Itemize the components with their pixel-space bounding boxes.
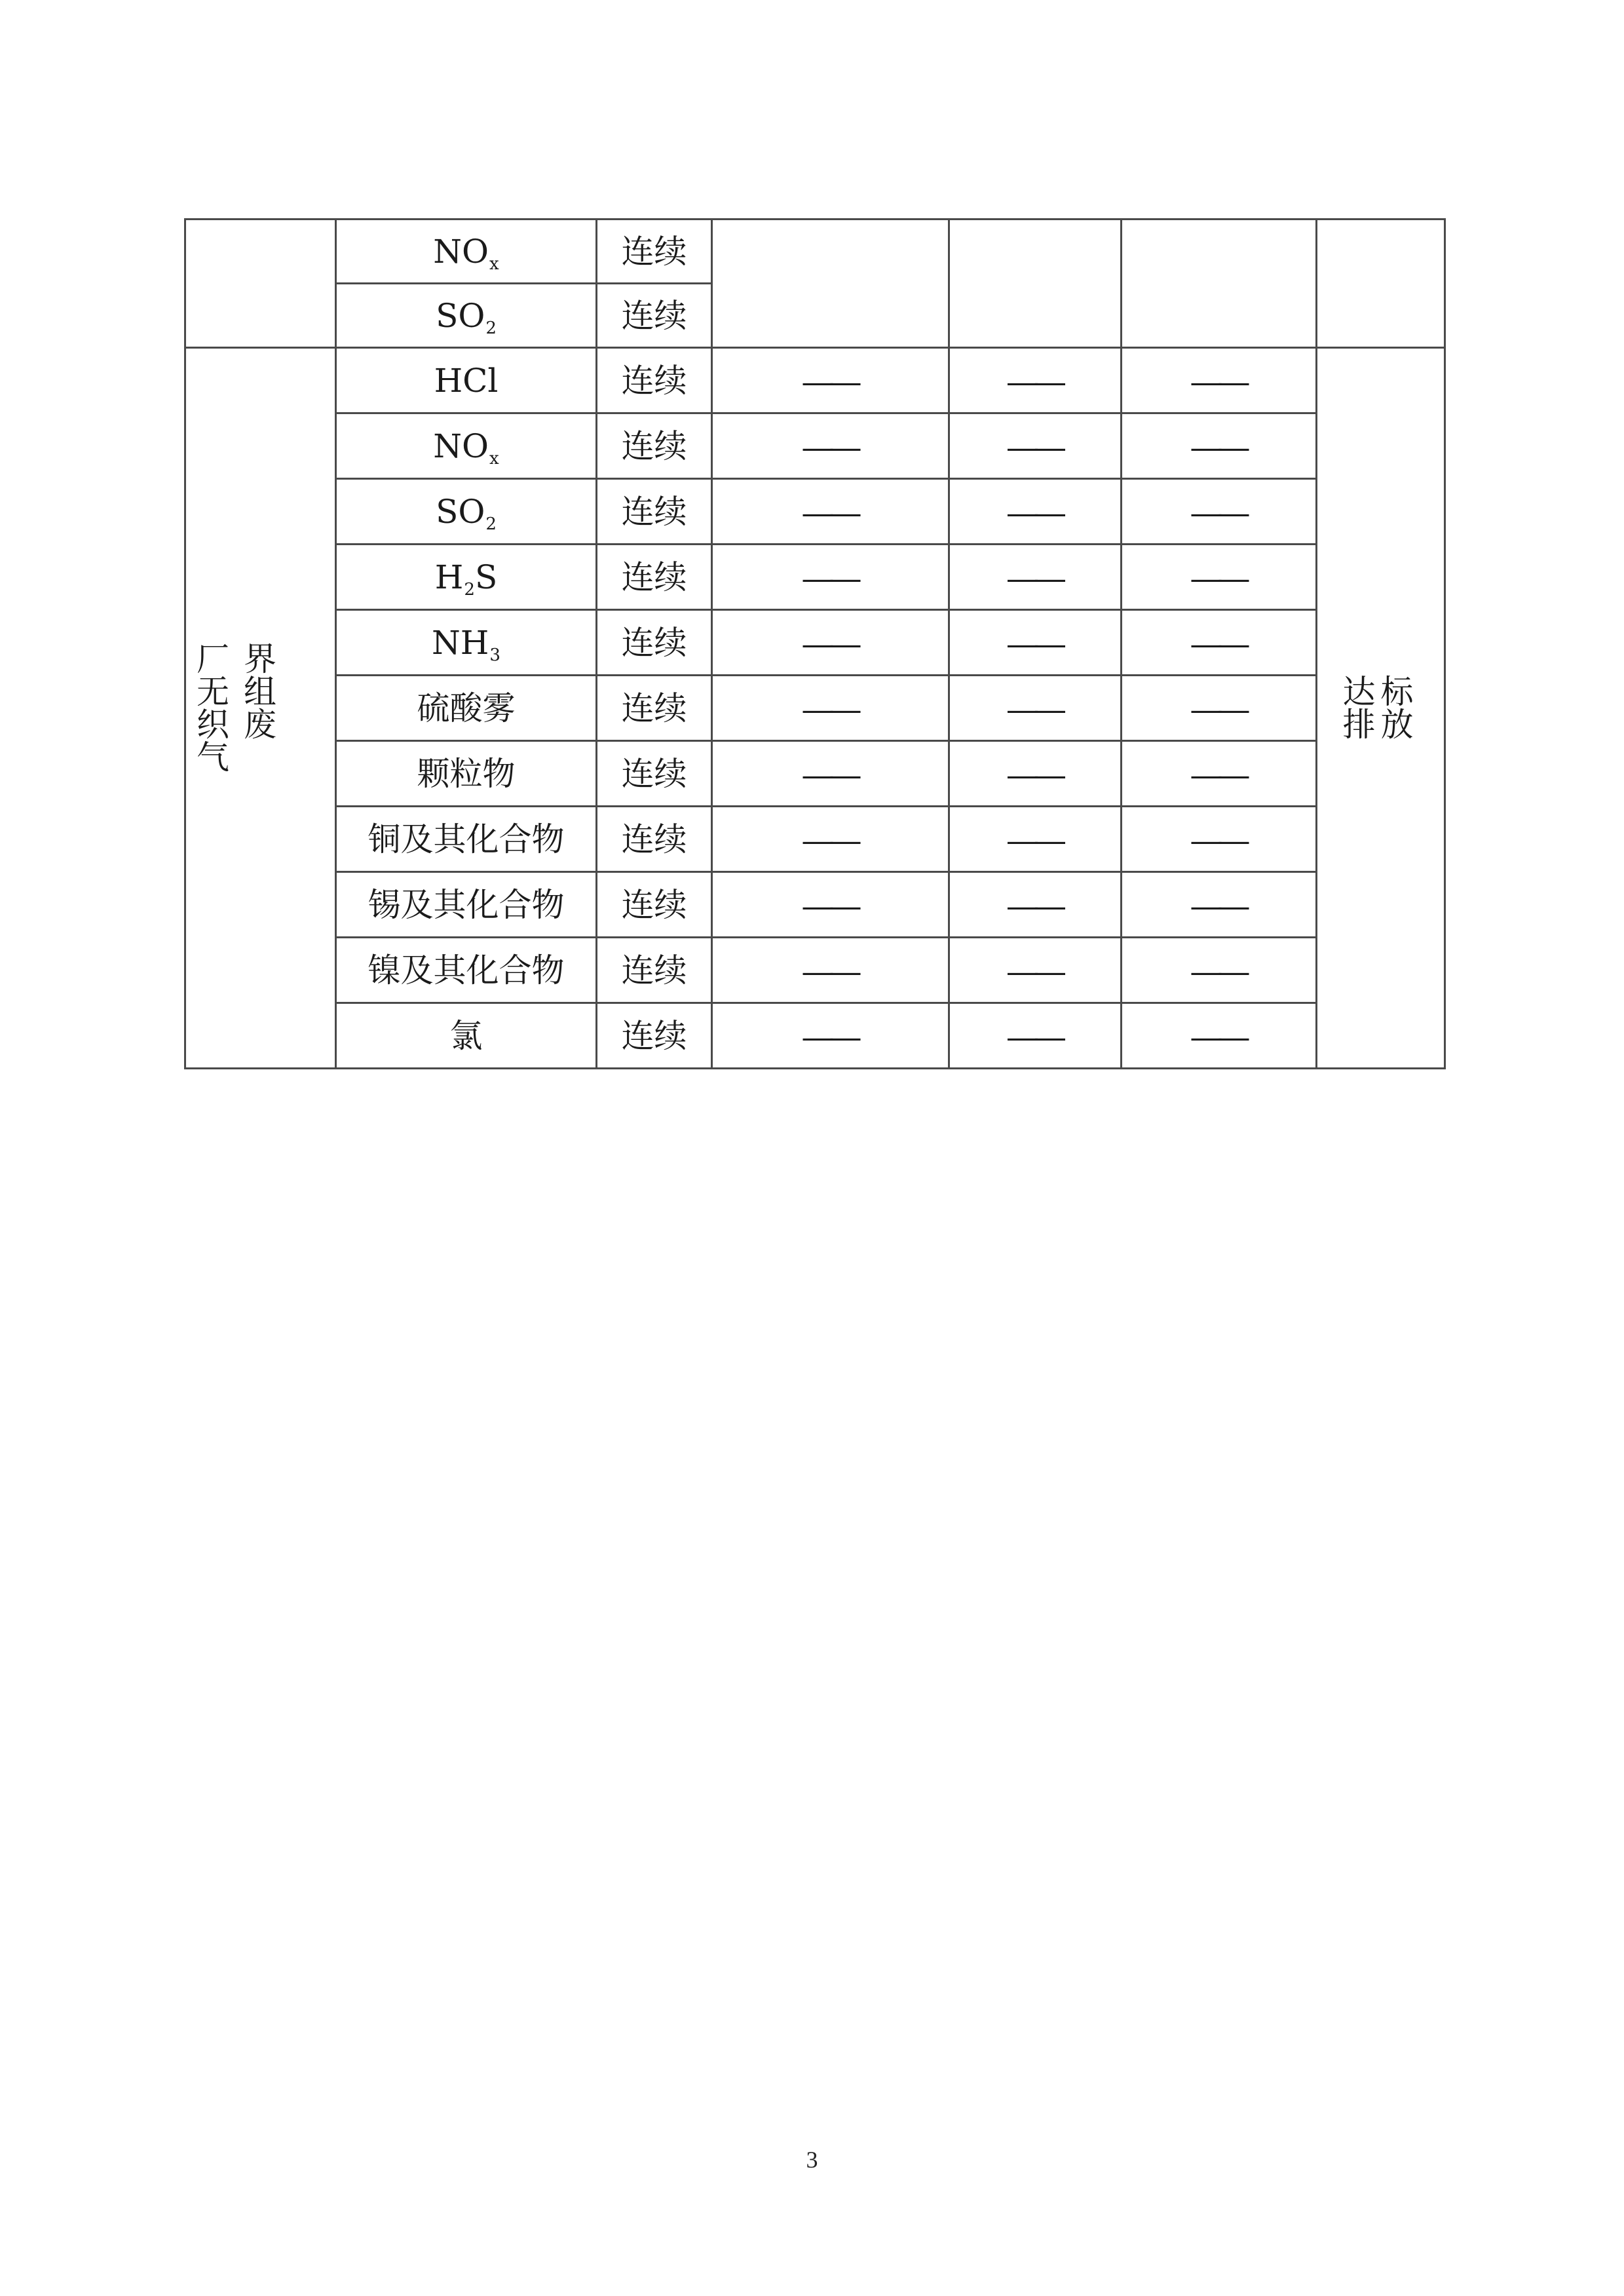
value-cell <box>1122 938 1317 1003</box>
pollutant-cell: $NO_x$ <box>336 220 597 284</box>
dash-placeholder: —— <box>1191 364 1247 398</box>
frequency-cell: 连续 <box>597 938 712 1003</box>
pollutant-cell: $NH_3$ <box>336 610 597 676</box>
pollutant-cell: $H_2S$ <box>336 545 597 610</box>
value-cell <box>712 676 949 741</box>
frequency-cell: 连续 <box>597 610 712 676</box>
dash-placeholder: —— <box>1191 560 1247 595</box>
value-cell <box>1122 348 1317 413</box>
dash-placeholder: —— <box>1191 888 1247 923</box>
value-cell <box>712 610 949 676</box>
table-body <box>185 220 1445 1069</box>
value-cell <box>712 741 949 807</box>
value-cell <box>712 872 949 938</box>
value-cell <box>949 610 1122 676</box>
dash-placeholder: —— <box>1008 429 1063 464</box>
pollutant-cell: 铜及其化合物 <box>336 807 597 872</box>
dash-placeholder: —— <box>1191 953 1247 988</box>
table-row <box>185 348 1445 413</box>
value-cell <box>949 741 1122 807</box>
pollutant-cell: 硫酸雾 <box>336 676 597 741</box>
page-number: 3 <box>806 2147 818 2173</box>
frequency-cell: 连续 <box>597 807 712 872</box>
frequency-cell: 连续 <box>597 872 712 938</box>
table-row <box>185 413 1445 479</box>
result-cell-continued <box>1317 220 1445 348</box>
value-cell <box>1122 545 1317 610</box>
dash-placeholder: —— <box>1008 626 1063 660</box>
dash-placeholder: —— <box>1191 429 1247 464</box>
dash-placeholder: —— <box>803 822 858 857</box>
value-cell <box>1122 1003 1317 1069</box>
table-row <box>185 741 1445 807</box>
pollutant-cell: 镍及其化合物 <box>336 938 597 1003</box>
table-row <box>185 938 1445 1003</box>
dash-placeholder: —— <box>1191 822 1247 857</box>
dash-placeholder: —— <box>803 953 858 988</box>
frequency-cell: 连续 <box>597 741 712 807</box>
dash-placeholder: —— <box>1191 495 1247 529</box>
value-cell <box>712 479 949 545</box>
value-cell <box>949 872 1122 938</box>
dash-placeholder: —— <box>1191 691 1247 726</box>
category-cell: 厂界无组织废气 <box>185 348 336 1069</box>
value-cell <box>712 348 949 413</box>
pollutant-cell: $NO_x$ <box>336 413 597 479</box>
value-cell <box>1122 413 1317 479</box>
dash-placeholder: —— <box>1008 822 1063 857</box>
value-cell <box>712 1003 949 1069</box>
dash-placeholder: —— <box>1008 495 1063 529</box>
table-row <box>185 610 1445 676</box>
dash-placeholder: —— <box>803 560 858 595</box>
value-cell <box>949 348 1122 413</box>
dash-placeholder: —— <box>1008 953 1063 988</box>
value-cell <box>1122 807 1317 872</box>
dash-placeholder: —— <box>803 1019 858 1054</box>
frequency-cell: 连续 <box>597 1003 712 1069</box>
dash-placeholder: —— <box>803 429 858 464</box>
value-cell <box>712 807 949 872</box>
pollutant-cell: 锡及其化合物 <box>336 872 597 938</box>
dash-placeholder: —— <box>803 626 858 660</box>
value-cell <box>949 676 1122 741</box>
table-row <box>185 220 1445 284</box>
value-cell <box>712 545 949 610</box>
value-cell <box>949 545 1122 610</box>
pollutant-cell: 颗粒物 <box>336 741 597 807</box>
value-cell <box>1122 479 1317 545</box>
pollutant-cell: 氯 <box>336 1003 597 1069</box>
dash-placeholder: —— <box>1008 691 1063 726</box>
table-row <box>185 545 1445 610</box>
dash-placeholder: —— <box>1191 626 1247 660</box>
table-row <box>185 479 1445 545</box>
dash-placeholder: —— <box>1008 888 1063 923</box>
value-cell <box>949 1003 1122 1069</box>
dash-placeholder: —— <box>803 691 858 726</box>
pollutant-cell: $SO_2$ <box>336 479 597 545</box>
frequency-cell: 连续 <box>597 545 712 610</box>
value-cell <box>1122 610 1317 676</box>
value-cell-continued <box>1122 220 1317 348</box>
value-cell-continued <box>712 220 949 348</box>
dash-placeholder: —— <box>803 888 858 923</box>
result-cell: 达标排放 <box>1317 348 1445 1069</box>
value-cell <box>949 807 1122 872</box>
table-row <box>185 807 1445 872</box>
value-cell <box>949 938 1122 1003</box>
table-row <box>185 676 1445 741</box>
value-cell <box>949 413 1122 479</box>
dash-placeholder: —— <box>803 495 858 529</box>
value-cell-continued <box>949 220 1122 348</box>
frequency-cell: 连续 <box>597 220 712 284</box>
frequency-cell: 连续 <box>597 676 712 741</box>
table-row <box>185 1003 1445 1069</box>
value-cell <box>1122 741 1317 807</box>
dash-placeholder: —— <box>1191 757 1247 792</box>
pollutant-cell: HCl <box>336 348 597 413</box>
dash-placeholder: —— <box>803 364 858 398</box>
dash-placeholder: —— <box>1008 757 1063 792</box>
dash-placeholder: —— <box>1008 560 1063 595</box>
frequency-cell: 连续 <box>597 413 712 479</box>
frequency-cell: 连续 <box>597 479 712 545</box>
monitoring-table <box>184 218 1446 1069</box>
value-cell <box>712 938 949 1003</box>
value-cell <box>1122 676 1317 741</box>
table-row <box>185 872 1445 938</box>
value-cell <box>712 413 949 479</box>
frequency-cell: 连续 <box>597 284 712 348</box>
value-cell <box>949 479 1122 545</box>
frequency-cell: 连续 <box>597 348 712 413</box>
dash-placeholder: —— <box>803 757 858 792</box>
value-cell <box>1122 872 1317 938</box>
dash-placeholder: —— <box>1008 364 1063 398</box>
pollutant-cell: $SO_2$ <box>336 284 597 348</box>
category-cell-continued <box>185 220 336 348</box>
dash-placeholder: —— <box>1008 1019 1063 1054</box>
dash-placeholder: —— <box>1191 1019 1247 1054</box>
